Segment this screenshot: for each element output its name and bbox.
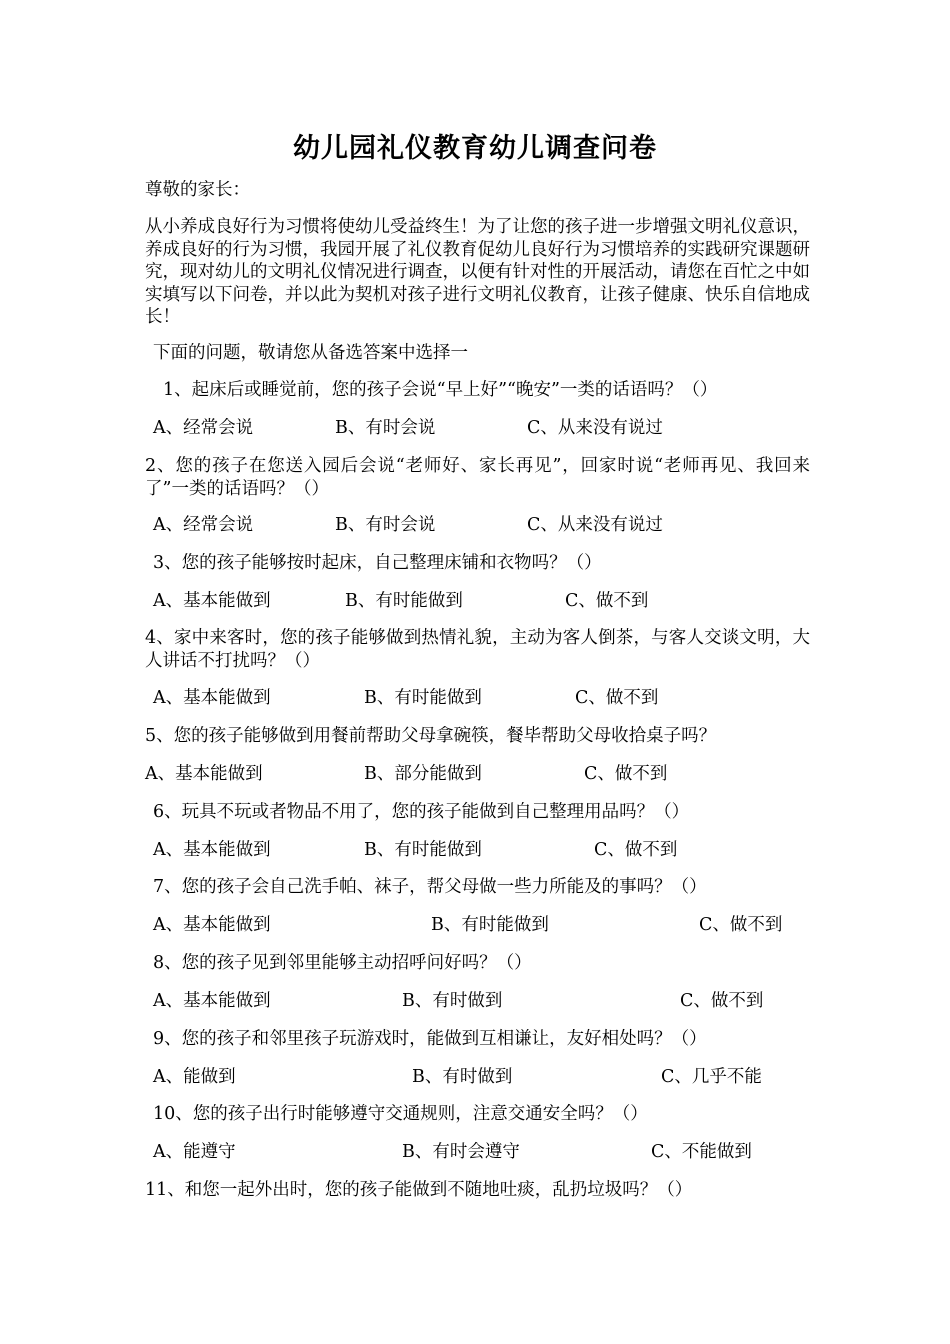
question-8: 8、您的孩子见到邻里能够主动招呼问好吗？（） [153, 953, 532, 973]
q9-option-a: A、能做到 [153, 1067, 236, 1087]
q6-option-a: A、基本能做到 [153, 840, 271, 860]
q10-option-a: A、能遵守 [153, 1142, 236, 1162]
q4-option-b: B、有时能做到 [364, 688, 482, 708]
question-9: 9、您的孩子和邻里孩子玩游戏时，能做到互相谦让，友好相处吗？（） [153, 1029, 707, 1049]
q2-option-c: C、从来没有说过 [527, 515, 663, 535]
instruction: 下面的问题，敬请您从备选答案中选择一 [153, 343, 468, 363]
q1-option-b: B、有时会说 [335, 418, 436, 438]
question-1: 1、起床后或睡觉前，您的孩子会说“早上好”“晚安”一类的话语吗？（） [163, 380, 718, 400]
q5-option-c: C、做不到 [584, 764, 668, 784]
question-5: 5、您的孩子能够做到用餐前帮助父母拿碗筷，餐毕帮助父母收拾桌子吗？ [145, 726, 717, 746]
question-10: 10、您的孩子出行时能够遵守交通规则，注意交通安全吗？（） [153, 1104, 648, 1124]
q2-option-b: B、有时会说 [335, 515, 436, 535]
page-title: 幼儿园礼仪教育幼儿调查问卷 [293, 133, 657, 164]
q4-option-a: A、基本能做到 [153, 688, 271, 708]
q2-option-a: A、经常会说 [153, 515, 254, 535]
question-11: 11、和您一起外出时，您的孩子能做到不随地吐痰，乱扔垃圾吗？（） [145, 1180, 693, 1200]
q9-option-c: C、几乎不能 [661, 1067, 762, 1087]
intro-paragraph: 从小养成良好行为习惯将使幼儿受益终生！为了让您的孩子进一步增强文明礼仪意识，养成良好的行为习惯，我园开展了礼仪教育促幼儿良好行为习惯培养的实践研究课题研究，现对幼儿的文明礼仪情况进行调查，以便有针对性的开展活动，请您在百忙之中如实填写以下问卷，并以此为契机对孩子进行文明礼仪教育，让孩子健康、快乐自信地成长！ [145, 217, 810, 328]
q8-option-b: B、有时做到 [402, 991, 503, 1011]
q7-option-a: A、基本能做到 [153, 915, 271, 935]
q7-option-b: B、有时能做到 [431, 915, 549, 935]
q4-option-c: C、做不到 [575, 688, 659, 708]
q8-option-c: C、做不到 [680, 991, 764, 1011]
question-4: 4、家中来客时，您的孩子能够做到热情礼貌，主动为客人倒茶，与客人交谈文明，大人讲话不打扰吗？（） [145, 628, 810, 671]
q1-option-c: C、从来没有说过 [527, 418, 663, 438]
q3-option-c: C、做不到 [565, 591, 649, 611]
q6-option-b: B、有时能做到 [364, 840, 482, 860]
q1-option-a: A、经常会说 [153, 418, 254, 438]
greeting: 尊敬的家长： [145, 180, 250, 200]
q8-option-a: A、基本能做到 [153, 991, 271, 1011]
q6-option-c: C、做不到 [594, 840, 678, 860]
question-6: 6、玩具不玩或者物品不用了，您的孩子能做到自己整理用品吗？（） [153, 802, 690, 822]
q10-option-c: C、不能做到 [651, 1142, 752, 1162]
q5-option-b: B、部分能做到 [364, 764, 482, 784]
q3-option-b: B、有时能做到 [345, 591, 463, 611]
q9-option-b: B、有时做到 [412, 1067, 513, 1087]
q3-option-a: A、基本能做到 [153, 591, 271, 611]
question-3: 3、您的孩子能够按时起床，自己整理床铺和衣物吗？（） [153, 553, 602, 573]
q10-option-b: B、有时会遵守 [402, 1142, 520, 1162]
q5-option-a: A、基本能做到 [145, 764, 263, 784]
question-7: 7、您的孩子会自己洗手帕、袜子，帮父母做一些力所能及的事吗？（） [153, 877, 707, 897]
q7-option-c: C、做不到 [699, 915, 783, 935]
question-2: 2、您的孩子在您送入园后会说“老师好、家长再见”，回家时说“老师再见、我回来了”一类的话语吗？（） [145, 456, 810, 499]
